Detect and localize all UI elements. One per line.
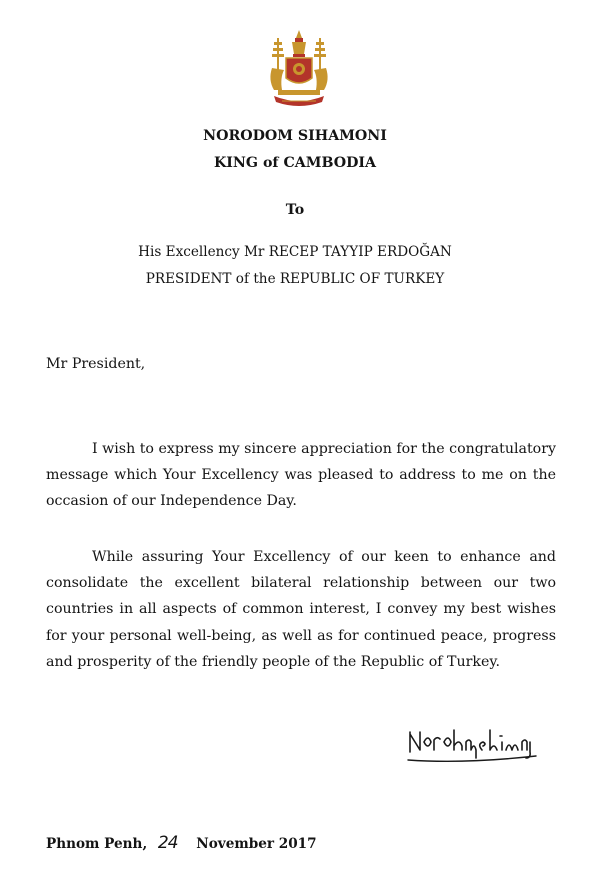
sender-title: KING of CAMBODIA: [213, 155, 377, 171]
signature: [404, 716, 544, 764]
royal-arms-emblem: [264, 28, 334, 110]
place-date-line: [46, 833, 317, 853]
body-paragraph-1: I wish to express my sincere appreciation for the congratulatory message which Your Excellency was pleased to address to me on the occasion of our Independence Day.: [46, 441, 556, 510]
sender-name: NORODOM SIHAMONI: [203, 128, 387, 144]
month-year: November 2017: [196, 836, 317, 852]
to-label: To: [285, 202, 305, 218]
addressee-name: His Excellency Mr RECEP TAYYIP ERDOĞAN: [138, 244, 452, 260]
handwritten-day: 24: [157, 833, 178, 853]
salutation: Mr President,: [46, 356, 146, 372]
body-paragraph-2: While assuring Your Excellency of our keen to enhance and consolidate the excellent bilateral relationship between our two countries in all aspects of common interest, I convey my best wishes for your personal well-being, as well as for continued peace, progress and prosperity of the friendly people of the Republic of Turkey.: [46, 549, 556, 670]
place: Phnom Penh,: [46, 836, 148, 852]
addressee-title: PRESIDENT of the REPUBLIC OF TURKEY: [145, 271, 445, 287]
